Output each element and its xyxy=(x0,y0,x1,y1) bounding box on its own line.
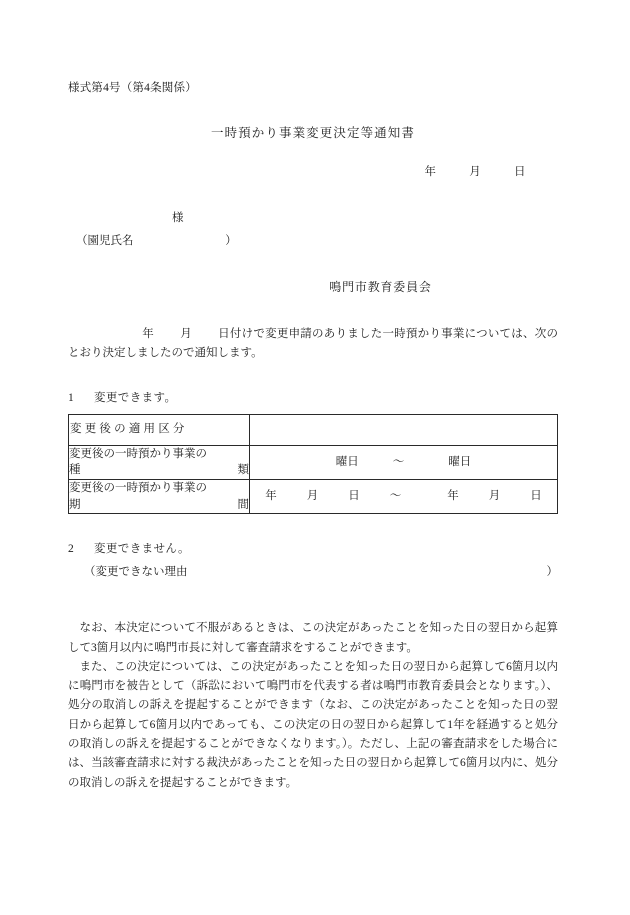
table-value-period[interactable] xyxy=(250,479,558,513)
period-from-year: 年 xyxy=(265,490,277,503)
section-2-number: 2 xyxy=(68,543,75,556)
section-2-heading xyxy=(68,540,558,556)
section-2-label: 変更できません。 xyxy=(94,543,190,556)
intro-month: 月 xyxy=(179,328,192,341)
issuer-name: 鳴門市教育委員会 xyxy=(329,280,432,295)
period-from-day: 日 xyxy=(348,490,360,503)
table-label-period xyxy=(69,479,250,513)
legal-notice xyxy=(68,619,558,793)
period-to-day: 日 xyxy=(530,490,542,503)
service-type-label-right: 類 xyxy=(237,464,249,477)
rejection-reason-field[interactable] xyxy=(68,563,558,579)
section-1-label: 変更できます。 xyxy=(94,391,177,404)
issue-date-month: 月 xyxy=(469,166,482,179)
service-day-tilde: ～ xyxy=(392,455,405,468)
issue-date-line xyxy=(68,163,558,179)
category-label-text: 変更後の適用区分 xyxy=(70,423,188,436)
service-type-label-line1: 変更後の一時預かり事業の xyxy=(69,447,207,460)
child-name-field xyxy=(68,232,558,248)
service-day-to: 曜日 xyxy=(448,455,472,468)
table-value-service-type[interactable] xyxy=(250,445,558,479)
table-value-category[interactable] xyxy=(250,414,558,445)
issue-date-day: 日 xyxy=(514,166,526,179)
intro-year: 年 xyxy=(142,328,154,341)
document-body xyxy=(68,80,558,793)
service-type-label-line2 xyxy=(69,462,249,479)
period-label-line2 xyxy=(69,497,249,514)
table-row-period xyxy=(69,479,558,513)
period-label-left: 期 xyxy=(69,498,81,511)
rejection-reason-close-paren: ） xyxy=(546,566,558,579)
table-row-category xyxy=(69,414,558,445)
table-row-service-type xyxy=(69,445,558,479)
period-label-right: 間 xyxy=(237,498,249,511)
period-label-line1: 変更後の一時預かり事業の xyxy=(69,481,207,494)
rejection-reason-label: （変更できない理由 xyxy=(84,566,188,579)
period-from-month: 月 xyxy=(306,490,319,503)
addressee-honorific: 様 xyxy=(172,212,184,225)
legal-paragraph-2: また、この決定については、この決定があったことを知った日の翌日から起算して6箇月以内に鳴門市を被告として（訴訟において鳴門市を代表する者は鳴門市教育委員会となります。）、処分の取消しの訴えを提起することができます（なお、この決定があったことを知った日の翌日から起算して6箇月以内であっても、この決定の日の翌日から起算して1年を経過すると処分の取消しの訴えを提起することができなくなります。）。ただし、上記の審査請求をした場合には、当該審査請求に対する裁決があったことを知った日の翌日から起算して6箇月以内に、処分の取消しの訴えを提起することができます。 xyxy=(68,660,558,789)
child-name-close-paren: ） xyxy=(225,235,237,248)
section-1-heading xyxy=(68,389,558,405)
period-tilde: ～ xyxy=(389,490,402,503)
legal-paragraph-1: なお、本決定について不服があるときは、この決定があったことを知った日の翌日から起算して3箇月以内に鳴門市長に対して審査請求をすることができます。 xyxy=(68,622,558,654)
service-day-from: 曜日 xyxy=(335,455,359,468)
document-title: 一時預かり事業変更決定等通知書 xyxy=(210,126,415,141)
service-type-label-left: 種 xyxy=(69,464,81,477)
issue-date-year: 年 xyxy=(424,166,437,179)
period-to-month: 月 xyxy=(488,490,501,503)
table-label-service-type xyxy=(69,445,250,479)
change-details-table xyxy=(68,414,558,515)
child-name-label: （園児氏名 xyxy=(76,235,134,248)
period-to-year: 年 xyxy=(447,490,459,503)
intro-text: 日付けで変更申請のありました一時預かり事業については、次のとおり決定しましたので通知します。 xyxy=(68,328,558,359)
intro-paragraph xyxy=(68,325,558,362)
table-label-category xyxy=(69,414,250,445)
form-number: 様式第4号（第4条関係） xyxy=(68,82,197,94)
section-1-number: 1 xyxy=(68,391,75,404)
